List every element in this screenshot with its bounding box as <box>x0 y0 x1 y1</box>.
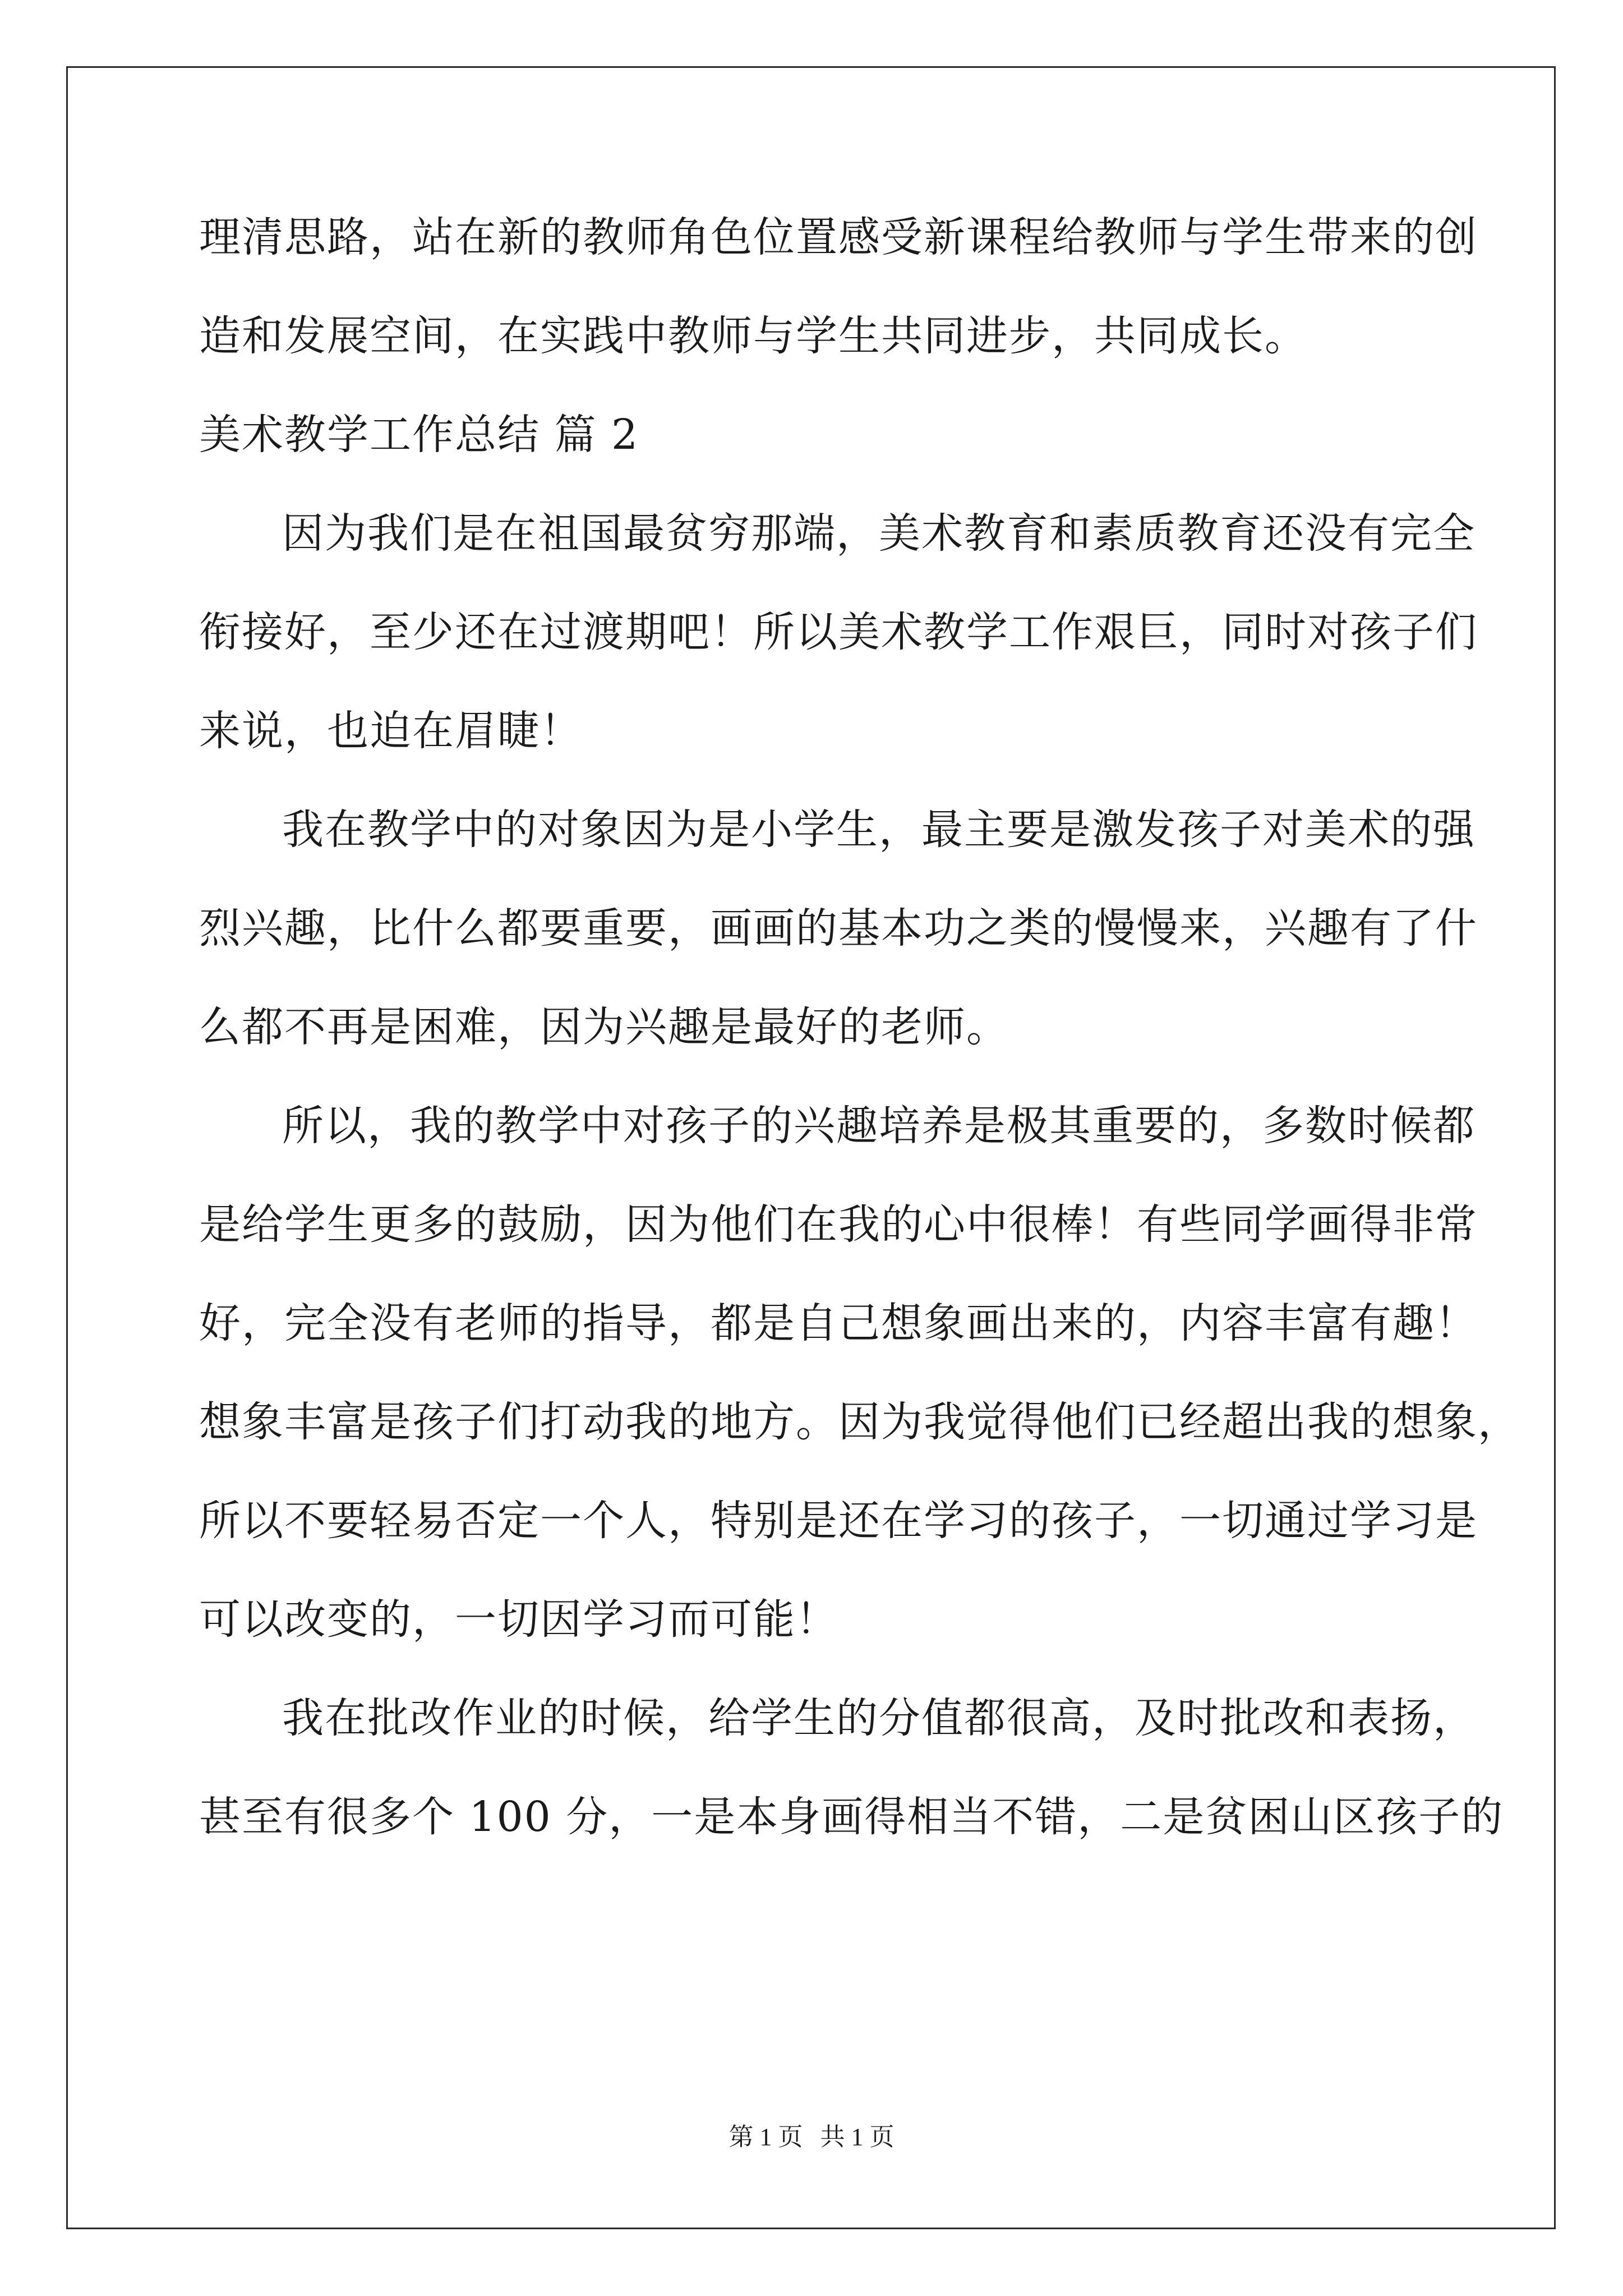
text-line: 所以，我的教学中对孩子的兴趣培养是极其重要的，多数时候都 <box>282 1102 1476 1150</box>
text-line: 么都不再是困难，因为兴趣是最好的老师。 <box>199 1003 1009 1051</box>
text-line: 是给学生更多的鼓励，因为他们在我的心中很棒！有些同学画得非常 <box>199 1200 1478 1249</box>
text-line: 我在教学中的对象因为是小学生，最主要是激发孩子对美术的强 <box>282 806 1476 854</box>
text-line: 理清思路，站在新的教师角色位置感受新课程给教师与学生带来的创 <box>199 213 1478 261</box>
text-line: 烈兴趣，比什么都要重要，画画的基本功之类的慢慢来，兴趣有了什 <box>199 904 1478 953</box>
text-line: 我在批改作业的时候，给学生的分值都很高，及时批改和表扬， <box>282 1694 1476 1742</box>
text-line: 因为我们是在祖国最贫穷那端，美术教育和素质教育还没有完全 <box>282 509 1476 558</box>
text-line: 衔接好，至少还在过渡期吧！所以美术教学工作艰巨，同时对孩子们 <box>199 608 1478 656</box>
text-line: 甚至有很多个 100 分，一是本身画得相当不错，二是贫困山区孩子的 <box>199 1793 1504 1841</box>
text-line: 想象丰富是孩子们打动我的地方。因为我觉得他们已经超出我的想象， <box>199 1398 1520 1446</box>
text-line: 好，完全没有老师的指导，都是自己想象画出来的，内容丰富有趣！ <box>199 1299 1478 1347</box>
page-footer <box>0 2120 1623 2154</box>
text-line: 造和发展空间，在实践中教师与学生共同进步，共同成长。 <box>199 312 1307 360</box>
page-number: 第 1 页 <box>728 2123 803 2151</box>
text-line: 可以改变的，一切因学习而可能！ <box>199 1595 838 1644</box>
text-line: 所以不要轻易否定一个人，特别是还在学习的孩子，一切通过学习是 <box>199 1497 1478 1545</box>
page-total: 共 1 页 <box>820 2123 895 2151</box>
section-heading: 美术教学工作总结 篇 2 <box>199 411 639 459</box>
text-line: 来说，也迫在眉睫！ <box>199 707 583 755</box>
